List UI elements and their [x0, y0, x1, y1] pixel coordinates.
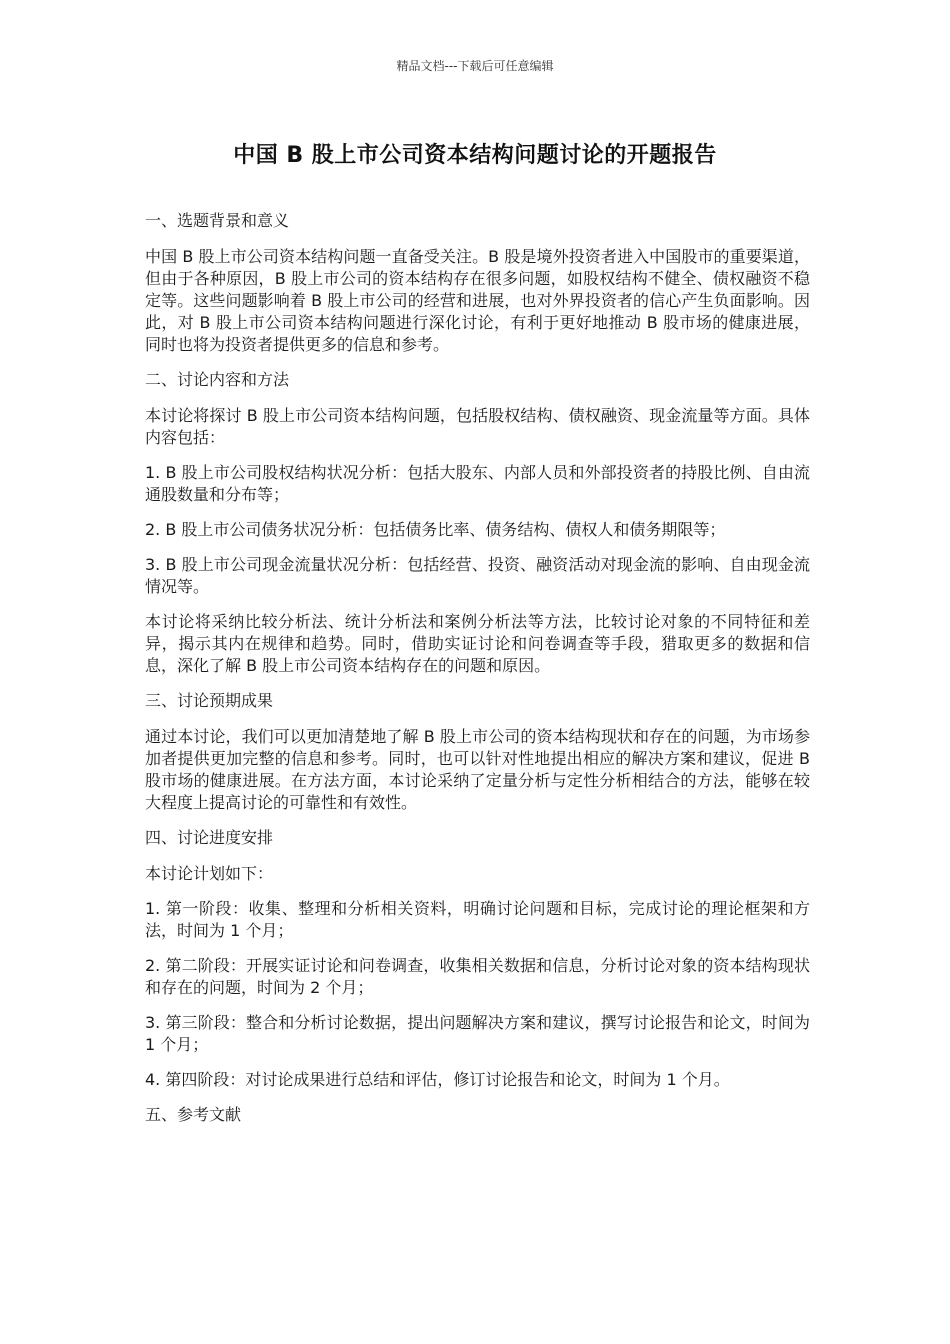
header-note: 精品文档---下载后可任意编辑	[396, 59, 554, 73]
document-title: 中国 B 股上市公司资本结构问题讨论的开题报告	[233, 143, 717, 168]
paragraph: 3. B 股上市公司现金流量状况分析：包括经营、投资、融资活动对现金流的影响、自由现金流情况等。	[145, 555, 810, 596]
section-heading: 四、讨论进度安排	[145, 828, 274, 847]
section-heading: 一、选题背景和意义	[145, 211, 290, 230]
section-heading: 五、参考文献	[145, 1105, 242, 1124]
paragraph: 通过本讨论，我们可以更加清楚地了解 B 股上市公司的资本结构现状和存在的问题，为市场参加者提供更加完整的信息和参考。同时，也可以针对性地提出相应的解决方案和建议，促进 B 股市场的健康进展。在方法方面，本讨论采纳了定量分析与定性分析相结合的方法，能够在较大程度上提高讨论的可靠性和有效性。	[145, 727, 810, 812]
paragraph: 3. 第三阶段：整合和分析讨论数据，提出问题解决方案和建议，撰写讨论报告和论文，时间为 1 个月；	[145, 1013, 810, 1054]
paragraph: 1. 第一阶段：收集、整理和分析相关资料，明确讨论问题和目标，完成讨论的理论框架和方法，时间为 1 个月；	[145, 899, 810, 940]
paragraph: 4. 第四阶段：对讨论成果进行总结和评估，修订讨论报告和论文，时间为 1 个月。	[145, 1070, 730, 1089]
paragraph: 2. 第二阶段：开展实证讨论和问卷调查，收集相关数据和信息，分析讨论对象的资本结构现状和存在的问题，时间为 2 个月；	[145, 956, 810, 997]
paragraph: 2. B 股上市公司债务状况分析：包括债务比率、债务结构、债权人和债务期限等；	[145, 520, 726, 539]
paragraph: 本讨论计划如下：	[145, 864, 274, 883]
document-body	[145, 210, 810, 1140]
paragraph: 1. B 股上市公司股权结构状况分析：包括大股东、内部人员和外部投资者的持股比例、自由流通股数量和分布等；	[145, 463, 810, 504]
section-heading: 二、讨论内容和方法	[145, 370, 290, 389]
paragraph: 本讨论将采纳比较分析法、统计分析法和案例分析法等方法，比较讨论对象的不同特征和差异，揭示其内在规律和趋势。同时，借助实证讨论和问卷调查等手段，猎取更多的数据和信息，深化了解 B 股上市公司资本结构存在的问题和原因。	[145, 612, 810, 675]
paragraph: 中国 B 股上市公司资本结构问题一直备受关注。B 股是境外投资者进入中国股市的重要渠道，但由于各种原因，B 股上市公司的资本结构存在很多问题，如股权结构不健全、债权融资不稳定等。这些问题影响着 B 股上市公司的经营和进展，也对外界投资者的信心产生负面影响。因此，对 B 股上市公司资本结构问题进行深化讨论，有利于更好地推动 B 股市场的健康进展，同时也将为投资者提供更多的信息和参考。	[145, 247, 810, 354]
section-heading: 三、讨论预期成果	[145, 691, 274, 710]
paragraph: 本讨论将探讨 B 股上市公司资本结构问题，包括股权结构、债权融资、现金流量等方面。具体内容包括：	[145, 406, 810, 447]
